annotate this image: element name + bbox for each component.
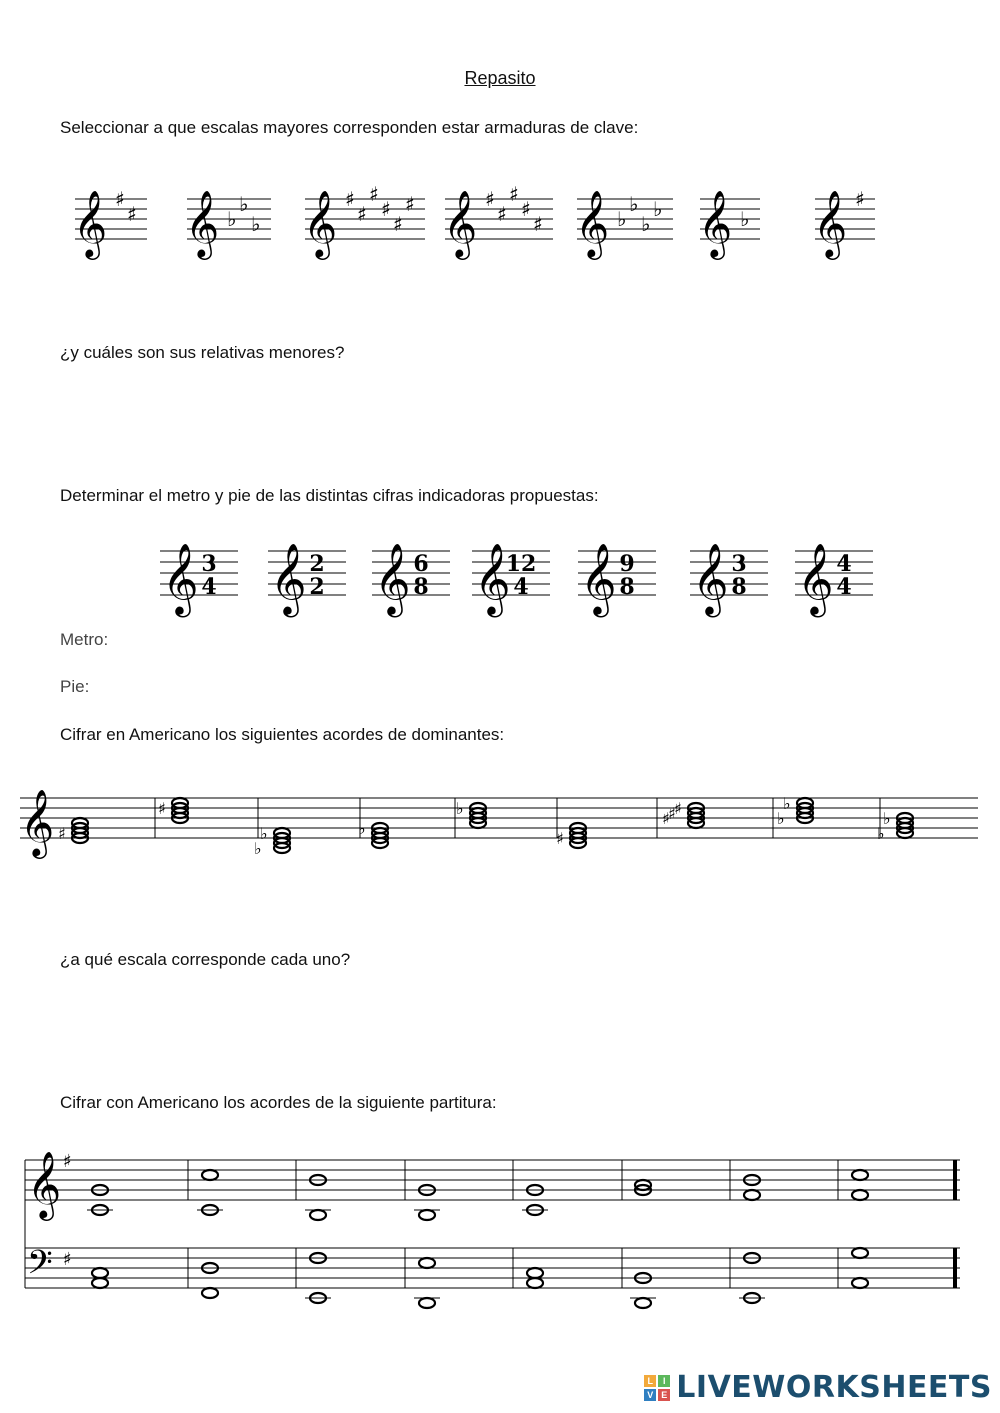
time-signature-denominator: 8 xyxy=(413,574,429,600)
treble-clef-icon: 𝄞 xyxy=(185,189,220,257)
whole-note xyxy=(419,1258,435,1268)
flat-icon: ♭ xyxy=(260,824,268,843)
page-title: Repasito xyxy=(464,68,536,88)
flat-icon: ♭ xyxy=(617,207,627,231)
time-signature-numerator: 6 xyxy=(413,551,429,577)
chord xyxy=(556,823,586,848)
flat-icon: ♭ xyxy=(883,809,891,828)
key-signatures-row xyxy=(0,175,1000,295)
whole-note xyxy=(852,1190,868,1200)
time-signature-numerator: 3 xyxy=(201,551,217,577)
sharp-icon: ♯ xyxy=(127,202,137,226)
sharp-icon: ♯ xyxy=(855,187,865,211)
chord xyxy=(358,819,388,848)
whole-note xyxy=(527,1268,543,1278)
time-signature-numerator: 3 xyxy=(731,551,747,577)
key-signature xyxy=(698,189,760,260)
liveworksheets-brand: LIVEWORKSHEETS xyxy=(676,1370,992,1405)
measure xyxy=(739,1175,765,1303)
treble-clef-icon: 𝄞 xyxy=(797,541,834,615)
sharp-icon: ♯ xyxy=(485,187,495,211)
flat-icon: ♭ xyxy=(653,197,663,221)
question-key-signatures: Seleccionar a que escalas mayores corresponden estar armaduras de clave: xyxy=(60,118,639,137)
time-signature-denominator: 4 xyxy=(201,574,217,600)
chord xyxy=(777,794,813,828)
treble-clef-icon: 𝄞 xyxy=(303,189,338,257)
metro-label: Metro: xyxy=(60,630,109,649)
sharp-icon: ♯ xyxy=(405,192,415,216)
flat-icon: ♭ xyxy=(227,207,237,231)
flat-icon: ♭ xyxy=(251,212,261,236)
flat-icon: ♭ xyxy=(456,799,464,818)
flat-icon: ♭ xyxy=(254,839,262,858)
sharp-icon: ♯ xyxy=(668,804,676,823)
sharp-icon: ♯ xyxy=(556,829,564,848)
treble-clef-icon: 𝄞 xyxy=(580,541,617,615)
flat-icon: ♭ xyxy=(877,824,885,843)
flat-icon: ♭ xyxy=(783,794,791,813)
treble-clef-icon: 𝄞 xyxy=(73,189,108,257)
treble-clef-icon: 𝄞 xyxy=(374,541,411,615)
flat-icon: ♭ xyxy=(740,207,750,231)
liveworksheets-footer xyxy=(644,1370,992,1405)
sharp-icon: ♯ xyxy=(369,182,379,206)
time-signature-numerator: 9 xyxy=(619,551,635,577)
sharp-icon: ♯ xyxy=(345,187,355,211)
chord xyxy=(456,799,486,828)
treble-clef-icon: 𝄞 xyxy=(692,541,729,615)
flat-icon: ♭ xyxy=(358,819,366,838)
flat-icon: ♭ xyxy=(641,212,651,236)
measure xyxy=(414,1185,440,1308)
key-signature xyxy=(575,189,673,260)
flat-icon: ♭ xyxy=(239,192,249,216)
question-relative-minors: ¿y cuáles son sus relativas menores? xyxy=(60,343,345,362)
sharp-icon: ♯ xyxy=(357,202,367,226)
whole-note xyxy=(202,1288,218,1298)
treble-clef-icon: 𝄞 xyxy=(27,1150,62,1218)
time-signature xyxy=(160,541,238,617)
whole-note xyxy=(527,1278,543,1288)
time-signature-numerator: 4 xyxy=(836,551,852,577)
whole-note xyxy=(744,1190,760,1200)
time-signature xyxy=(372,541,450,617)
flat-icon: ♭ xyxy=(777,809,785,828)
treble-clef-icon: 𝄞 xyxy=(698,189,733,257)
whole-note xyxy=(92,1268,108,1278)
treble-clef-icon: 𝄞 xyxy=(270,541,307,615)
pie-label: Pie: xyxy=(60,677,90,696)
time-signature xyxy=(472,541,550,617)
measure xyxy=(305,1175,331,1303)
key-signature xyxy=(303,182,425,260)
whole-note xyxy=(852,1170,868,1180)
treble-clef-icon: 𝄞 xyxy=(443,189,478,257)
liveworksheets-logo xyxy=(644,1375,670,1401)
time-signature-denominator: 4 xyxy=(836,574,852,600)
question-scales: ¿a qué escala corresponde cada uno? xyxy=(60,950,351,969)
whole-note xyxy=(92,1278,108,1288)
score-grand-staff xyxy=(0,1140,1000,1320)
key-signature xyxy=(813,187,875,260)
time-signature-numerator: 12 xyxy=(505,551,537,577)
treble-clef-icon: 𝄞 xyxy=(813,189,848,257)
sharp-icon: ♯ xyxy=(521,197,531,221)
logo-letter: L xyxy=(644,1375,656,1387)
time-signatures-row xyxy=(0,527,1000,627)
time-signature-numerator: 2 xyxy=(309,551,325,577)
whole-note xyxy=(852,1278,868,1288)
sharp-icon: ♯ xyxy=(63,1151,72,1172)
whole-note xyxy=(852,1248,868,1258)
key-signature xyxy=(73,187,147,260)
sharp-icon: ♯ xyxy=(63,1249,72,1270)
chord xyxy=(158,798,188,823)
key-signature xyxy=(443,182,553,260)
measure xyxy=(197,1170,223,1298)
time-signature xyxy=(578,541,656,617)
sharp-icon: ♯ xyxy=(497,202,507,226)
sharp-icon: ♯ xyxy=(58,824,66,843)
logo-letter: I xyxy=(658,1375,670,1387)
time-signature xyxy=(690,541,768,617)
sharp-icon: ♯ xyxy=(393,212,403,236)
whole-note xyxy=(419,1298,435,1308)
sharp-icon: ♯ xyxy=(662,809,670,828)
chord xyxy=(662,799,704,828)
time-signature-denominator: 8 xyxy=(731,574,747,600)
time-signature xyxy=(268,541,346,617)
flat-icon: ♭ xyxy=(629,192,639,216)
whole-note xyxy=(202,1170,218,1180)
logo-letter: V xyxy=(644,1389,656,1401)
treble-clef-icon: 𝄞 xyxy=(20,788,55,856)
sharp-icon: ♯ xyxy=(381,197,391,221)
sharp-icon: ♯ xyxy=(509,182,519,206)
question-score: Cifrar con Americano los acordes de la siguiente partitura: xyxy=(60,1093,497,1112)
dominant-chords-staff xyxy=(0,770,1000,880)
time-signature xyxy=(795,541,873,617)
measure xyxy=(630,1180,656,1308)
sharp-icon: ♯ xyxy=(533,212,543,236)
chord xyxy=(58,818,88,843)
sharp-icon: ♯ xyxy=(158,799,166,818)
time-signature-denominator: 4 xyxy=(513,574,529,600)
time-signature-denominator: 2 xyxy=(309,574,325,600)
measure xyxy=(852,1170,868,1288)
whole-note xyxy=(310,1210,326,1220)
treble-clef-icon: 𝄞 xyxy=(474,541,511,615)
whole-note xyxy=(419,1210,435,1220)
treble-clef-icon: 𝄞 xyxy=(575,189,610,257)
whole-note xyxy=(635,1298,651,1308)
sharp-icon: ♯ xyxy=(674,799,682,818)
question-time-signatures: Determinar el metro y pie de las distintas cifras indicadoras propuestas: xyxy=(60,486,599,505)
treble-clef-icon: 𝄞 xyxy=(162,541,199,615)
bass-clef-icon: 𝄢 xyxy=(27,1244,53,1290)
question-dominant-chords: Cifrar en Americano los siguientes acordes de dominantes: xyxy=(60,725,505,744)
chord xyxy=(254,824,290,858)
logo-letter: E xyxy=(658,1389,670,1401)
sharp-icon: ♯ xyxy=(115,187,125,211)
time-signature-denominator: 8 xyxy=(619,574,635,600)
key-signature xyxy=(185,189,271,260)
